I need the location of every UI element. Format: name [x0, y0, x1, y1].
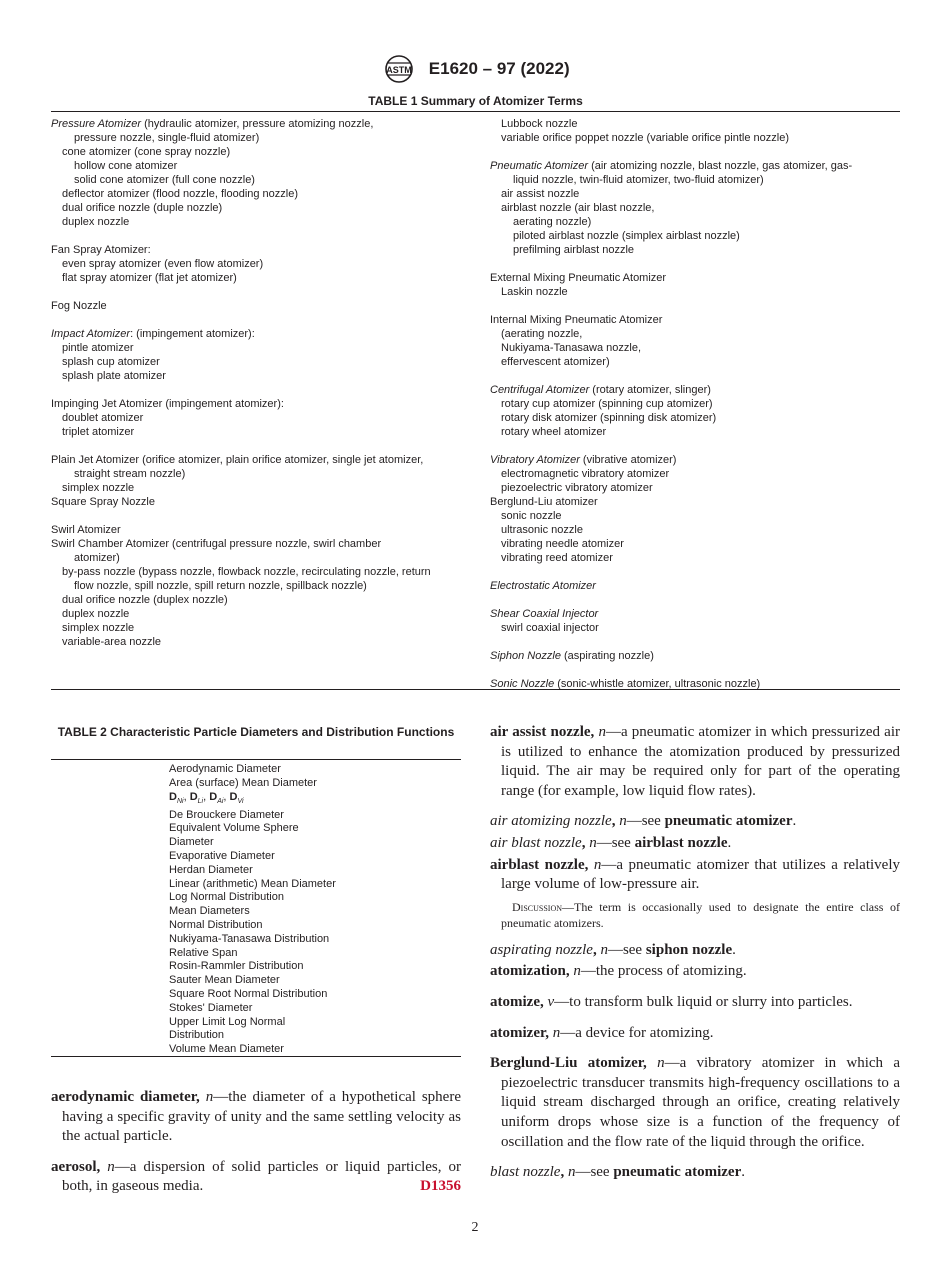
definition-air-blast-nozzle: air blast nozzle, n—see airblast nozzle.: [490, 834, 732, 851]
cross-reference: siphon nozzle: [645, 941, 733, 958]
table1-term: Siphon Nozzle: [490, 650, 561, 662]
definition-air-assist-nozzle: air assist nozzle, n—a pneumatic atomizer in which pressurized air is utilized to enhance the atomization produced by pressurized liquid. The air may be required only for part of the operating range (for example, low liquid flow rates).: [490, 724, 901, 799]
table1-line: variable orifice poppet nozzle (variable orifice pintle nozzle): [501, 132, 789, 144]
table2-item: Sauter Mean Diameter: [169, 974, 280, 987]
definitions-right-column: [490, 723, 900, 1183]
table1-line: effervescent atomizer): [501, 356, 610, 368]
table1-term: Vibratory Atomizer: [490, 454, 580, 466]
table2-item: Aerodynamic Diameter: [169, 763, 281, 775]
table1-line: aerating nozzle): [513, 216, 592, 228]
table1-line: deflector atomizer (flood nozzle, flooding nozzle): [62, 188, 299, 200]
definition-aerodynamic-diameter: aerodynamic diameter, n—the diameter of a hypothetical sphere having a specific gravity of unity and the same settling velocity as the actual particle.: [51, 1089, 461, 1145]
table1-line: simplex nozzle: [62, 482, 135, 494]
table2-item: Diameter: [169, 836, 214, 849]
table1-line: Swirl Atomizer: [51, 524, 121, 536]
table1-line: simplex nozzle: [62, 622, 135, 634]
table2-top-rule: [51, 759, 461, 760]
table1-term: Centrifugal Atomizer: [490, 384, 590, 396]
definition-atomize: atomize, v—to transform bulk liquid or slurry into particles.: [490, 993, 853, 1010]
table1-line: hollow cone atomizer: [74, 160, 178, 172]
table1-term: Pneumatic Atomizer: [490, 160, 589, 172]
table1-line: Lubbock nozzle: [501, 118, 578, 130]
table2-item: Rosin-Rammler Distribution: [169, 960, 304, 973]
table1-line: pressure nozzle, single-fluid atomizer): [74, 132, 260, 144]
definition-atomizer: atomizer, n—a device for atomizing.: [490, 1024, 714, 1041]
table1-line: dual orifice nozzle (duple nozzle): [62, 202, 223, 214]
table1-line: Impinging Jet Atomizer (impingement atomizer):: [51, 398, 284, 410]
definition-aspirating-nozzle: aspirating nozzle, n—see siphon nozzle.: [490, 941, 736, 958]
table2-item: Herdan Diameter: [169, 863, 253, 876]
table1-term: Sonic Nozzle: [490, 678, 555, 690]
table2-item: Mean Diameters: [169, 905, 250, 918]
cross-reference: airblast nozzle: [634, 834, 728, 851]
table1-line: triplet atomizer: [62, 426, 135, 438]
table2-item: Stokes' Diameter: [169, 1001, 253, 1014]
table1-line: vibrating reed atomizer: [501, 552, 613, 564]
table1-line: by-pass nozzle (bypass nozzle, flowback nozzle, recirculating nozzle, return: [62, 566, 431, 578]
table1-line: Laskin nozzle: [501, 286, 568, 298]
table1-line: flat spray atomizer (flat jet atomizer): [62, 272, 237, 284]
table1-line: doublet atomizer: [62, 412, 144, 424]
table1-line: electromagnetic vibratory atomizer: [501, 468, 670, 480]
table2-item: Square Root Normal Distribution: [169, 987, 328, 1000]
table2-title: TABLE 2 Characteristic Particle Diameters and Distribution Functions: [57, 725, 455, 739]
table2-list: [169, 763, 459, 1057]
table1-line: pintle atomizer: [62, 342, 134, 354]
table1-line: Square Spray Nozzle: [51, 496, 155, 508]
table1-line: vibrating needle atomizer: [501, 538, 624, 550]
table1-line: Swirl Chamber Atomizer (centrifugal pressure nozzle, swirl chamber: [51, 538, 382, 550]
table1-line: rotary disk atomizer (spinning disk atomizer): [501, 412, 717, 424]
definition-air-atomizing-nozzle: air atomizing nozzle, n—see pneumatic atomizer.: [490, 813, 797, 830]
table1-line: rotary cup atomizer (spinning cup atomizer): [501, 398, 713, 410]
table1-line: Fog Nozzle: [51, 300, 107, 312]
table1-term: Electrostatic Atomizer: [490, 580, 596, 592]
table2-item-d-symbols: $D_{Ni}$, $D_{Li}$, $D_{Ai}$, $D_{Vi}$: [169, 790, 244, 805]
table1-bottom-rule: [51, 689, 900, 690]
table1-line: swirl coaxial injector: [501, 622, 599, 634]
cross-reference: pneumatic atomizer: [664, 813, 793, 830]
table2-item: Volume Mean Diameter: [169, 1043, 284, 1056]
table2-item: Log Normal Distribution: [169, 891, 284, 904]
table2-item: De Brouckere Diameter: [169, 808, 284, 821]
definition-berglund-liu-atomizer: Berglund-Liu atomizer, n—a vibratory atomizer in which a piezoelectric transducer transmits high-frequency oscillations to a liquid stream discharged through an orifice, creating relatively uniform drops whose size is a function of the frequency of oscillation and the flow rate of the liquid through the orifice.: [490, 1055, 900, 1150]
table1-line: piezoelectric vibratory atomizer: [501, 482, 653, 494]
table1-line: ultrasonic nozzle: [501, 524, 583, 536]
table1-line: sonic nozzle: [501, 510, 562, 522]
table1-line: Nukiyama-Tanasawa nozzle,: [501, 342, 642, 354]
page-number: 2: [471, 1220, 479, 1235]
table2-item: Normal Distribution: [169, 918, 263, 931]
page-header: [0, 54, 950, 84]
table1-line: (aerating nozzle,: [501, 328, 583, 340]
table1-line: External Mixing Pneumatic Atomizer: [490, 272, 667, 284]
table2-item: Evaporative Diameter: [169, 849, 275, 862]
table1-line: flow nozzle, spill nozzle, spill return nozzle, spillback nozzle): [74, 580, 367, 592]
table1-line: liquid nozzle, twin-fluid atomizer, two-fluid atomizer): [513, 174, 764, 186]
definition-blast-nozzle: blast nozzle, n—see pneumatic atomizer.: [490, 1164, 745, 1181]
definition-airblast-nozzle: airblast nozzle, n—a pneumatic atomizer that utilizes a relatively large volume of low-pressure air.: [490, 856, 900, 893]
table2-item: Upper Limit Log Normal: [169, 1015, 286, 1028]
table1-term: Pressure Atomizer: [51, 118, 142, 130]
table1-line: solid cone atomizer (full cone nozzle): [74, 174, 255, 186]
logo-lettering: ASTM: [386, 65, 413, 75]
table1-line: piloted airblast nozzle (simplex airblast nozzle): [513, 230, 740, 242]
table2-bottom-rule: [51, 1056, 461, 1057]
table1-line: Berglund-Liu atomizer: [490, 496, 598, 508]
table1-line: airblast nozzle (air blast nozzle,: [501, 202, 655, 214]
table1-line: air assist nozzle: [501, 188, 580, 200]
table1-line: duplex nozzle: [62, 216, 130, 228]
table1-left-column: Pressure Atomizer (hydraulic atomizer, pressure atomizing nozzle, pressure nozzle, single-fluid atomizer) cone atomizer (cone spray nozzle) hollow cone atomizer solid cone atomizer (full cone nozzle) deflector atomizer (flood nozzle, flooding nozzle) dual orifice nozzle (duple nozzle) duplex nozzle Fan Spray Atomizer: even spray atomizer (even flow atomizer) flat spray atomizer (flat jet atomizer) Fog Nozzle Impact Atomizer: (impingement atomizer): pintle atomizer splash cup atomizer splash plate atomizer Impinging Jet Atomizer (impingement atomizer): doublet atomizer triplet atomizer Plain Jet Atomizer (orifice atomizer, plain orifice atomizer, single jet atomizer, straight stream nozzle) simplex nozzle Square Spray Nozzle Swirl Atomizer Swirl Chamber Atomizer (centrifugal pressure nozzle, swirl chamber atomizer) by-pass nozzle (bypass nozzle, flowback nozzle, recirculating nozzle, return flow nozzle, spill nozzle, spill return nozzle, spillback nozzle) dual orifice nozzle (duplex nozzle) duplex nozzle simplex nozzle variable-area nozzle: [51, 117, 471, 649]
astm-logo-icon: [380, 54, 418, 84]
table1-line: rotary wheel atomizer: [501, 426, 607, 438]
table2-item: Area (surface) Mean Diameter: [169, 776, 317, 789]
table1-line: cone atomizer (cone spray nozzle): [62, 146, 231, 158]
table1-line: Plain Jet Atomizer (orifice atomizer, plain orifice atomizer, single jet atomizer,: [51, 454, 424, 466]
table1-line: prefilming airblast nozzle: [513, 244, 635, 256]
definition-aerosol: aerosol, n—a dispersion of solid particles or liquid particles, or both, in gaseous media. D1356: [51, 1158, 461, 1197]
table2-item: Distribution: [169, 1029, 225, 1042]
table1-line: atomizer): [74, 552, 120, 564]
table1-line: splash cup atomizer: [62, 356, 160, 368]
cross-reference: pneumatic atomizer: [613, 1164, 742, 1181]
table2-item: Nukiyama-Tanasawa Distribution: [169, 932, 330, 945]
document-designation: E1620 – 97 (2022): [428, 59, 570, 78]
table1-term: Impact Atomizer: [51, 328, 131, 340]
table1-term: Shear Coaxial Injector: [490, 608, 599, 620]
definitions-left-column: [51, 1088, 461, 1197]
definition-atomization: atomization, n—the process of atomizing.: [490, 963, 747, 980]
table2-item: Equivalent Volume Sphere: [169, 822, 299, 835]
table1-line: Fan Spray Atomizer:: [51, 244, 151, 256]
table1-line: splash plate atomizer: [62, 370, 166, 382]
table2-item: Relative Span: [169, 946, 238, 959]
table1-line: variable-area nozzle: [62, 636, 162, 648]
table1-top-rule: [51, 111, 900, 112]
table1-line: even spray atomizer (even flow atomizer): [62, 258, 264, 270]
discussion-airblast-nozzle: Discussion—The term is occasionally used to designate the entire class of pneumatic atomizers.: [501, 899, 900, 930]
table1-right-column: Lubbock nozzle variable orifice poppet nozzle (variable orifice pintle nozzle) Pneumatic Atomizer (air atomizing nozzle, blast nozzle, gas atomizer, gas- liquid nozzle, twin-fluid atomizer, two-fluid atomizer) air assist nozzle airblast nozzle (air blast nozzle, aerating nozzle) piloted airblast nozzle (simplex airblast nozzle) prefilming airblast nozzle External Mixing Pneumatic Atomizer Laskin nozzle Internal Mixing Pneumatic Atomizer (aerating nozzle, Nukiyama-Tanasawa nozzle, effervescent atomizer) Centrifugal Atomizer (rotary atomizer, slinger) rotary cup atomizer (spinning cup atomizer) rotary disk atomizer (spinning disk atomizer) rotary wheel atomizer Vibratory Atomizer (vibrative atomizer) electromagnetic vibratory atomizer piezoelectric vibratory atomizer Berglund-Liu atomizer sonic nozzle ultrasonic nozzle vibrating needle atomizer vibrating reed atomizer Electrostatic Atomizer Shear Coaxial Injector swirl coaxial injector Siphon Nozzle (aspirating nozzle) Sonic Nozzle (sonic-whistle atomizer, ultrasonic nozzle): [490, 117, 900, 691]
table1-line: Internal Mixing Pneumatic Atomizer: [490, 314, 663, 326]
table1-line: duplex nozzle: [62, 608, 130, 620]
table2-item: Linear (arithmetic) Mean Diameter: [169, 877, 336, 890]
table1-title: TABLE 1 Summary of Atomizer Terms: [368, 94, 583, 108]
table1-line: dual orifice nozzle (duplex nozzle): [62, 594, 228, 606]
reference-link-d1356[interactable]: D1356: [420, 1178, 461, 1195]
table1-line: straight stream nozzle): [74, 468, 186, 480]
